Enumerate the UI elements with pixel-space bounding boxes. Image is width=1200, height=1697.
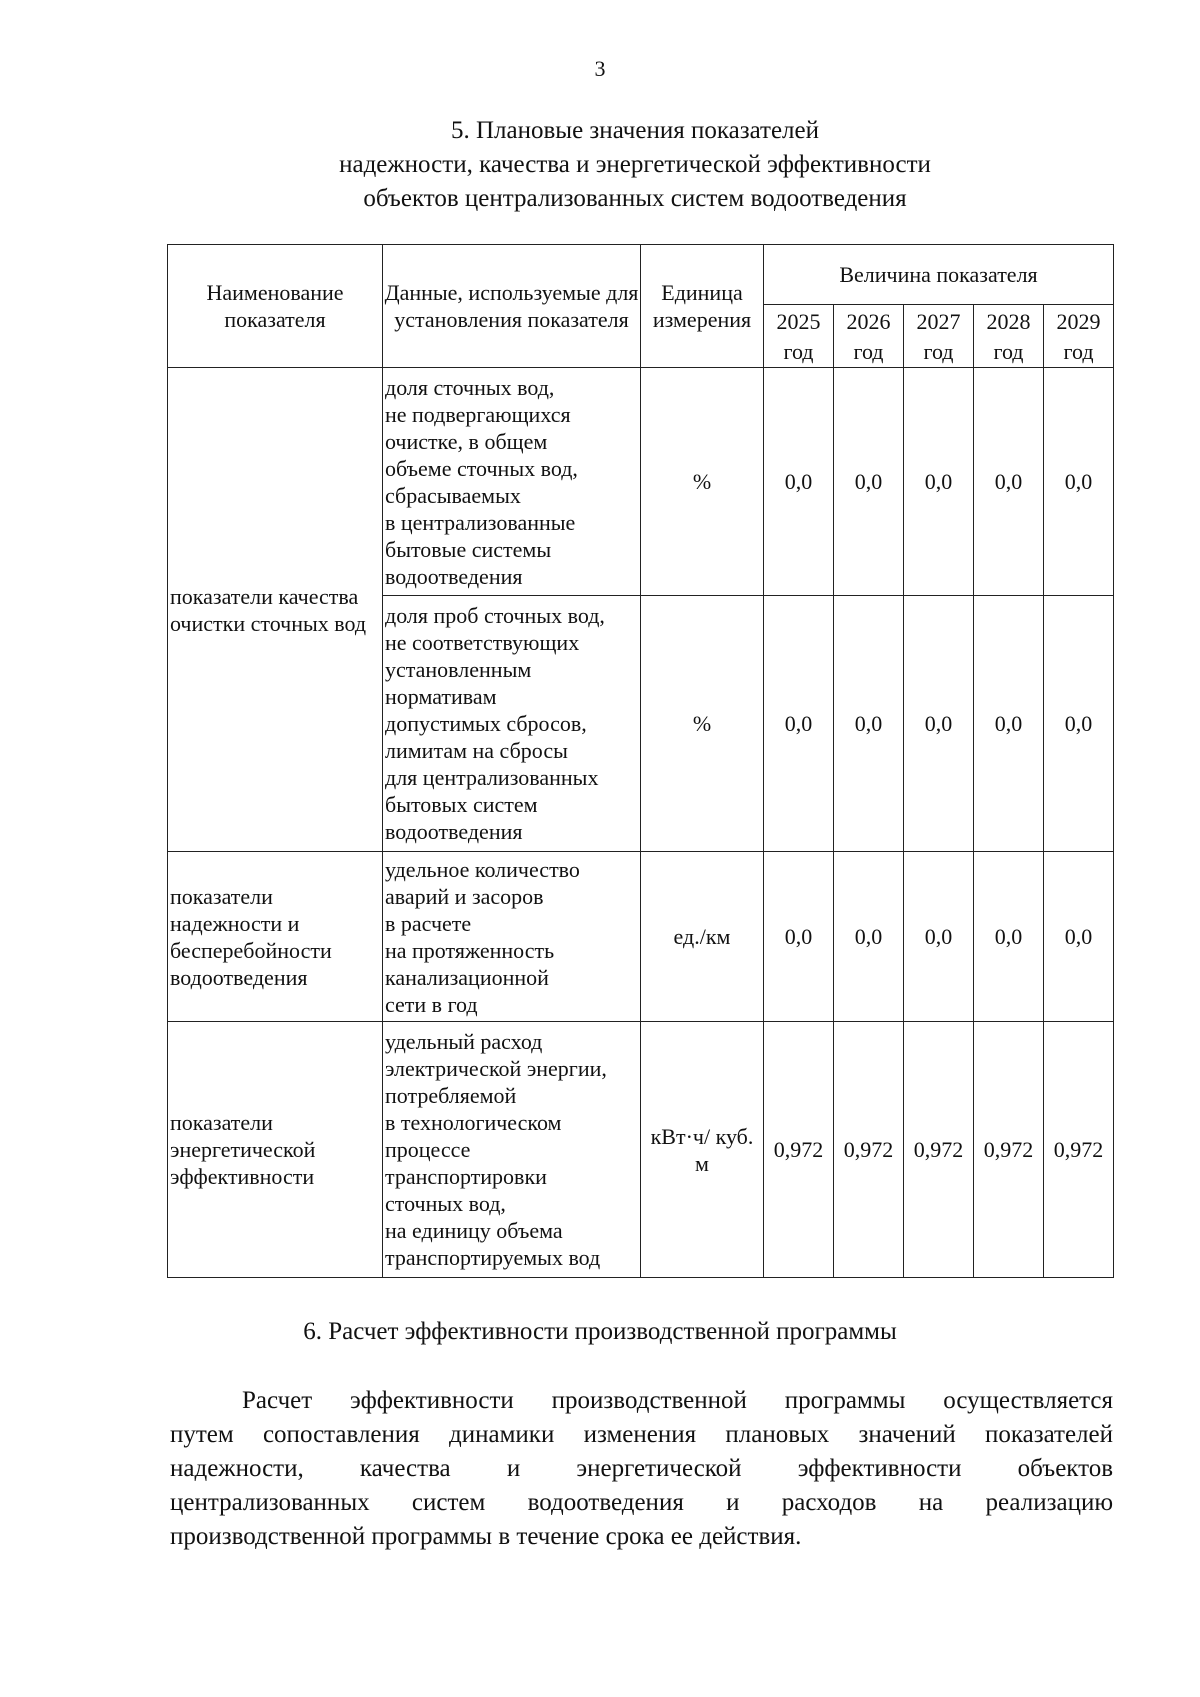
data-line: водоотведения <box>385 563 523 589</box>
data-line: удельное количество <box>385 856 580 882</box>
paragraph-line: централизованных систем водоотведения и расходов на реализацию <box>170 1489 1113 1516</box>
data-used-cell <box>383 368 641 596</box>
header-year: 2028 год <box>974 305 1044 368</box>
value-cell: 0,0 <box>834 368 904 596</box>
data-line: водоотведения <box>385 819 523 844</box>
data-line: на единицу объема <box>385 1218 563 1243</box>
value-cell: 0,0 <box>904 596 974 852</box>
value-cell: 0,972 <box>904 1022 974 1278</box>
value-cell: 0,0 <box>1044 596 1114 852</box>
data-line: сети в год <box>385 991 478 1017</box>
header-data-used: Данные, используемые для установления показателя <box>383 245 641 368</box>
paragraph-line: Расчет эффективности производственной программы осуществляется <box>242 1387 1113 1414</box>
data-line: объеме сточных вод, <box>385 455 578 481</box>
indicators-table <box>167 244 1114 1278</box>
data-line: в централизованные <box>385 509 576 535</box>
value-cell: 0,0 <box>1044 368 1114 596</box>
data-line: очистке, в общем <box>385 428 548 454</box>
data-used-cell <box>383 1022 641 1278</box>
value-cell: 0,0 <box>974 596 1044 852</box>
data-line: лимитам на сбросы <box>385 738 568 763</box>
value-cell: 0,0 <box>834 852 904 1022</box>
data-line: процессе <box>385 1137 471 1162</box>
data-line: на протяженность <box>385 937 555 963</box>
value-cell: 0,972 <box>974 1022 1044 1278</box>
unit-cell: % <box>641 596 764 852</box>
value-cell: 0,0 <box>834 596 904 852</box>
value-cell: 0,0 <box>764 368 834 596</box>
data-line: доля проб сточных вод, <box>385 603 605 628</box>
data-line: в технологическом <box>385 1110 562 1135</box>
section5-title-line: 5. Плановые значения показателей <box>450 117 820 144</box>
data-line: сбрасываемых <box>385 482 521 508</box>
section5-title-line: надежности, качества и энергетической эффективности <box>339 151 931 178</box>
header-unit: Единица измерения <box>641 245 764 368</box>
section5-title <box>170 114 1100 216</box>
value-cell: 0,0 <box>974 368 1044 596</box>
header-year: 2026 год <box>834 305 904 368</box>
data-line: нормативам <box>385 684 497 709</box>
data-line: транспортировки <box>385 1164 547 1189</box>
header-year: 2025 год <box>764 305 834 368</box>
data-line: удельный расход <box>385 1029 543 1054</box>
unit-cell: ед./км <box>641 852 764 1022</box>
value-cell: 0,0 <box>764 596 834 852</box>
header-year: 2029 год <box>1044 305 1114 368</box>
data-line: не подвергающихся <box>385 401 571 427</box>
data-line: аварий и засоров <box>385 883 544 909</box>
paragraph-line: производственной программы в течение срока ее действия. <box>170 1523 802 1550</box>
value-cell: 0,0 <box>974 852 1044 1022</box>
data-line: потребляемой <box>385 1083 517 1108</box>
data-line: транспортируемых вод <box>385 1245 601 1270</box>
value-cell: 0,0 <box>764 852 834 1022</box>
data-line: электрической энергии, <box>385 1056 607 1081</box>
data-line: для централизованных <box>385 765 599 790</box>
data-line: установленным <box>385 657 532 682</box>
table-row <box>168 368 1114 596</box>
data-used-cell <box>383 852 641 1022</box>
value-cell: 0,0 <box>1044 852 1114 1022</box>
header-value: Величина показателя <box>764 245 1114 305</box>
indicator-name: показатели качества очистки сточных вод <box>168 368 383 852</box>
paragraph-line: путем сопоставления динамики изменения плановых значений показателей <box>170 1421 1113 1448</box>
section6-paragraph <box>170 1384 1113 1554</box>
table-row <box>168 1022 1114 1278</box>
value-cell: 0,972 <box>834 1022 904 1278</box>
data-line: бытовые системы <box>385 536 552 562</box>
data-line: доля сточных вод, <box>385 374 555 400</box>
data-used-cell <box>383 596 641 852</box>
data-line: канализационной <box>385 964 549 990</box>
data-line: не соответствующих <box>385 630 580 655</box>
value-cell: 0,972 <box>764 1022 834 1278</box>
value-cell: 0,0 <box>904 852 974 1022</box>
indicator-name: показатели энергетической эффективности <box>168 1022 383 1278</box>
section6-title: 6. Расчет эффективности производственной программы <box>303 1318 897 1345</box>
paragraph-line: надежности, качества и энергетической эффективности объектов <box>170 1455 1113 1482</box>
data-line: допустимых сбросов, <box>385 711 587 736</box>
header-year: 2027 год <box>904 305 974 368</box>
page-number: 3 <box>594 56 606 81</box>
header-indicator-name: Наименование показателя <box>168 245 383 368</box>
data-line: бытовых систем <box>385 792 538 817</box>
indicator-name: показатели надежности и бесперебойности водоотведения <box>168 852 383 1022</box>
data-line: в расчете <box>385 910 472 936</box>
data-line: сточных вод, <box>385 1191 506 1216</box>
value-cell: 0,0 <box>904 368 974 596</box>
unit-cell: кВт·ч/ куб. м <box>641 1022 764 1278</box>
table-row <box>168 852 1114 1022</box>
section5-title-line: объектов централизованных систем водоотведения <box>363 185 907 212</box>
value-cell: 0,972 <box>1044 1022 1114 1278</box>
unit-cell: % <box>641 368 764 596</box>
